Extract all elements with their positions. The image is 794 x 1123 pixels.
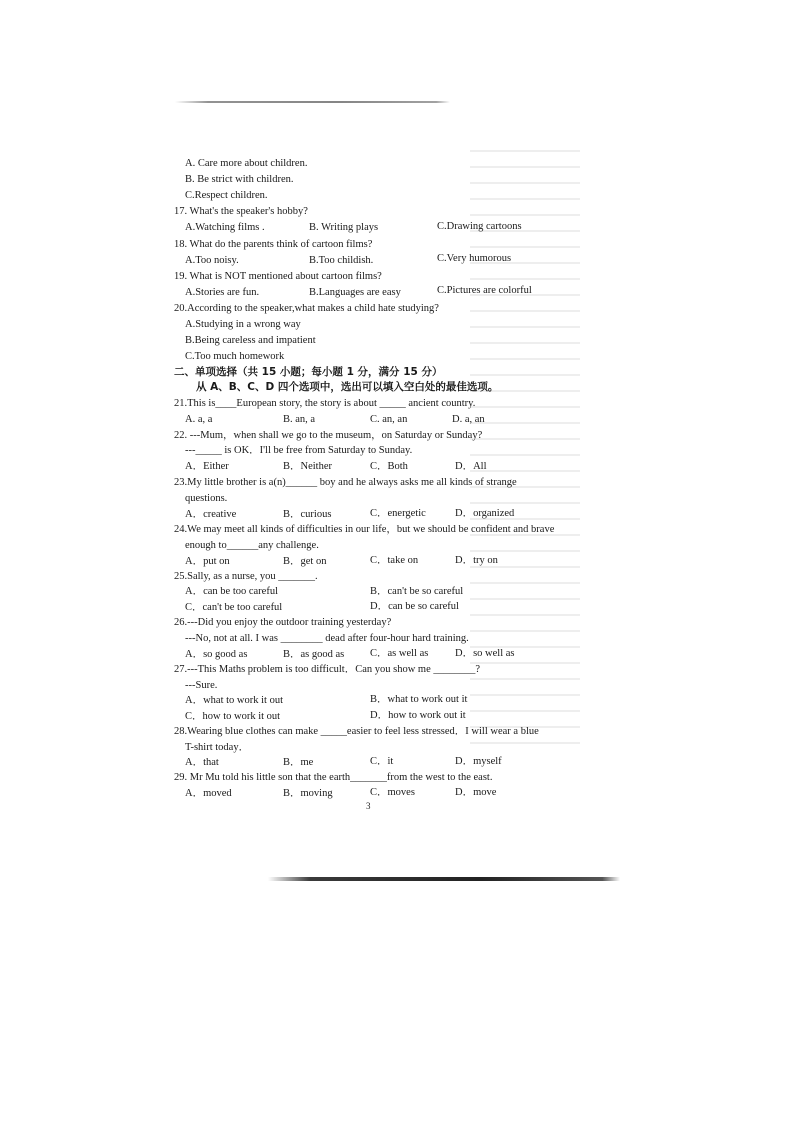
q19-stem: 19. What is NOT mentioned about cartoon films?: [174, 271, 382, 282]
q17-option-b: B. Writing plays: [309, 222, 379, 233]
q26-option-b: B．as good as: [283, 649, 345, 660]
q29-option-d: D．move: [455, 787, 497, 798]
q25-option-d: D．can be so careful: [370, 601, 459, 612]
q21-option-a: A. a, a: [185, 414, 213, 425]
q22-option-a: A．Either: [185, 461, 229, 472]
q23-option-a: A．creative: [185, 509, 237, 520]
q19-option-c: C.Pictures are colorful: [437, 285, 532, 296]
q20-option-b: B.Being careless and impatient: [185, 335, 316, 346]
q25-option-b: B．can't be so careful: [370, 586, 464, 597]
q18-option-b: B.Too childish.: [309, 255, 374, 266]
q25-option-a: A．can be too careful: [185, 586, 278, 597]
q26-option-d: D．so well as: [455, 648, 515, 659]
q16-option-a: A. Care more about children.: [185, 158, 308, 169]
q28-option-c: C．it: [370, 756, 394, 767]
q27-stem-2: ---Sure.: [185, 680, 218, 691]
q17-option-a: A.Watching films .: [185, 222, 265, 233]
page-number: 3: [366, 801, 371, 811]
section-2-title: 二、单项选择（共 15 小题；每小题 1 分，满分 15 分）: [174, 366, 443, 378]
q22-option-d: D．All: [455, 461, 487, 472]
scan-edge-top: [175, 101, 450, 103]
q28-option-a: A．that: [185, 757, 219, 768]
q16-option-b: B. Be strict with children.: [185, 174, 294, 185]
q20-option-a: A.Studying in a wrong way: [185, 319, 301, 330]
q25-stem: 25.Sally, as a nurse, you _______.: [174, 571, 318, 582]
q24-option-c: C．take on: [370, 555, 419, 566]
q29-option-c: C．moves: [370, 787, 415, 798]
q26-option-a: A．so good as: [185, 649, 248, 660]
q18-option-a: A.Too noisy.: [185, 255, 239, 266]
q24-option-d: D．try on: [455, 555, 498, 566]
q18-option-c: C.Very humorous: [437, 253, 512, 264]
q29-option-a: A．moved: [185, 788, 232, 799]
q20-option-c: C.Too much homework: [185, 351, 285, 362]
q27-option-d: D．how to work out it: [370, 710, 466, 721]
q27-option-b: B．what to work out it: [370, 694, 468, 705]
q24-option-b: B．get on: [283, 556, 327, 567]
q24-option-a: A．put on: [185, 556, 230, 567]
q25-option-c: C．can't be too careful: [185, 602, 283, 613]
q17-option-c: C.Drawing cartoons: [437, 221, 522, 232]
q29-stem: 29. Mr Mu told his little son that the earth_______from the west to the east.: [174, 772, 493, 783]
section-2-instruction: 从 A、B、C、D 四个选项中，选出可以填入空白处的最佳选项。: [196, 381, 499, 393]
q21-option-c: C. an, an: [370, 414, 408, 425]
q27-option-a: A．what to work it out: [185, 695, 283, 706]
q28-option-b: B．me: [283, 757, 314, 768]
q23-stem: 23.My little brother is a(n)______ boy and he always asks me all kinds of strange: [174, 477, 517, 488]
q23-option-b: B．curious: [283, 509, 332, 520]
q22-stem-2: ---_____ is OK．I'll be free from Saturday to Sunday.: [185, 445, 413, 456]
scan-edge-bottom: [268, 877, 620, 881]
q27-option-c: C．how to work it out: [185, 711, 281, 722]
q19-option-b: B.Languages are easy: [309, 287, 401, 298]
q22-option-b: B．Neither: [283, 461, 332, 472]
q21-stem: 21.This is____European story, the story is about _____ ancient country.: [174, 398, 476, 409]
q21-option-b: B. an, a: [283, 414, 316, 425]
q26-stem-2: ---No, not at all. I was ________ dead after four-hour hard training.: [185, 633, 469, 644]
q21-option-d: D. a, an: [452, 414, 485, 425]
q23-stem-2: questions.: [185, 493, 228, 504]
q24-stem: 24.We may meet all kinds of difficulties in our life，but we should be confident and brave: [174, 524, 555, 535]
q17-stem: 17. What's the speaker's hobby?: [174, 206, 308, 217]
q20-stem: 20.According to the speaker,what makes a child hate studying?: [174, 303, 439, 314]
q26-stem: 26.---Did you enjoy the outdoor training yesterday?: [174, 617, 392, 628]
q28-stem-2: T-shirt today．: [185, 742, 250, 753]
q19-option-a: A.Stories are fun.: [185, 287, 260, 298]
q28-stem: 28.Wearing blue clothes can make _____easier to feel less stressed．I will wear a blue: [174, 726, 539, 737]
q27-stem: 27.---This Maths problem is too difficult．Can you show me ________?: [174, 664, 481, 675]
q26-option-c: C．as well as: [370, 648, 429, 659]
q29-option-b: B．moving: [283, 788, 333, 799]
q16-option-c: C.Respect children.: [185, 190, 268, 201]
q22-option-c: C．Both: [370, 461, 408, 472]
q28-option-d: D．myself: [455, 756, 502, 767]
q24-stem-2: enough to______any challenge.: [185, 540, 319, 551]
q23-option-c: C．energetic: [370, 508, 426, 519]
q23-option-d: D．organized: [455, 508, 515, 519]
q22-stem: 22. ---Mum，when shall we go to the museum，on Saturday or Sunday?: [174, 430, 483, 441]
q18-stem: 18. What do the parents think of cartoon films?: [174, 239, 373, 250]
